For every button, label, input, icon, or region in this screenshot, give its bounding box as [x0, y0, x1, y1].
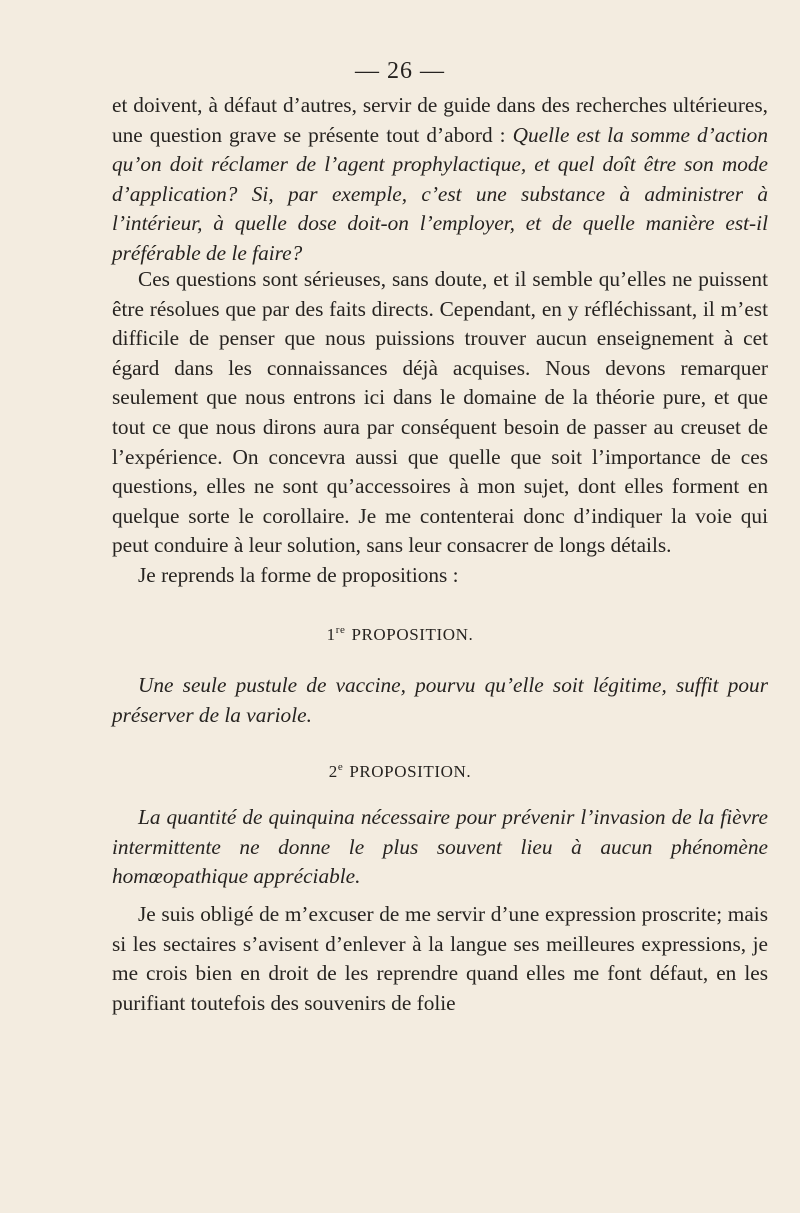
paragraph-6: Je suis obligé de m’excuser de me servir d’une expression proscrite; mais si les sectaires s’avisent d’enlever à la langue ses meilleures expressions, je me crois bien en droit de les reprendre quand elles me font défaut, en les purifiant toutefois des souvenirs de folie — [112, 902, 768, 1015]
paragraph-1-text: et doivent, à défaut d’autres, servir de guide dans des recherches ultérieures, une question grave se présente tout d’abord : — [112, 93, 768, 147]
heading-2-sup: e — [337, 761, 344, 773]
final-paragraph — [112, 900, 768, 1018]
paragraph-2-and-3 — [112, 265, 768, 591]
proposition-2-text — [112, 803, 768, 892]
page-number: — 26 — — [355, 58, 445, 84]
heading-2-number: 2 — [328, 762, 338, 781]
paragraph-1-italic-question: Quelle est la somme d’action qu’on doit réclamer de l’agent prophylactique, et quel doît être son mode d’application? Si, par exemple, c’est une substance à administrer à l’intérieur, à quelle dose doit-on l’employer, et de quelle manière est-il préférable de le faire? — [112, 122, 768, 265]
proposition-heading-1 — [0, 619, 800, 646]
paragraph-5: La quantité de quinquina nécessaire pour prévenir l’invasion de la fièvre intermittente ne donne le plus souvent lieu à aucun phénomène homœopathique appréciable. — [112, 805, 768, 889]
proposition-heading-2 — [0, 756, 800, 783]
proposition-1-text — [112, 671, 768, 730]
heading-1-sup: re — [335, 624, 346, 636]
paragraph-1 — [112, 91, 768, 269]
heading-1-number: 1 — [326, 625, 336, 644]
paragraph-4: Une seule pustule de vaccine, pourvu qu’elle soit légitime, suffit pour préserver de la variole. — [112, 673, 768, 727]
paragraph-2: Ces questions sont sérieuses, sans doute, et il semble qu’elles ne puissent être résolues que par des faits directs. Cependant, en y réfléchissant, il m’est difficile de penser que nous puissions trouver aucun enseignement à cet égard dans les connaissances déjà acquises. Nous devons remarquer seulement que nous entrons ici dans le domaine de la théorie pure, et que tout ce que nous dirons aura par conséquent besoin de passer au creuset de l’expérience. On concevra aussi que quelle que soit l’importance de ces questions, elles ne sont qu’accessoires à mon sujet, dont elles forment en quelque sorte le corollaire. Je me contenterai donc d’indiquer la voie qui peut conduire à leur solution, sans leur consacrer de longs détails. — [112, 267, 768, 558]
heading-2-label: PROPOSITION. — [349, 762, 472, 781]
heading-1-label: PROPOSITION. — [351, 625, 474, 644]
paragraph-3: Je reprends la forme de propositions : — [138, 562, 459, 587]
